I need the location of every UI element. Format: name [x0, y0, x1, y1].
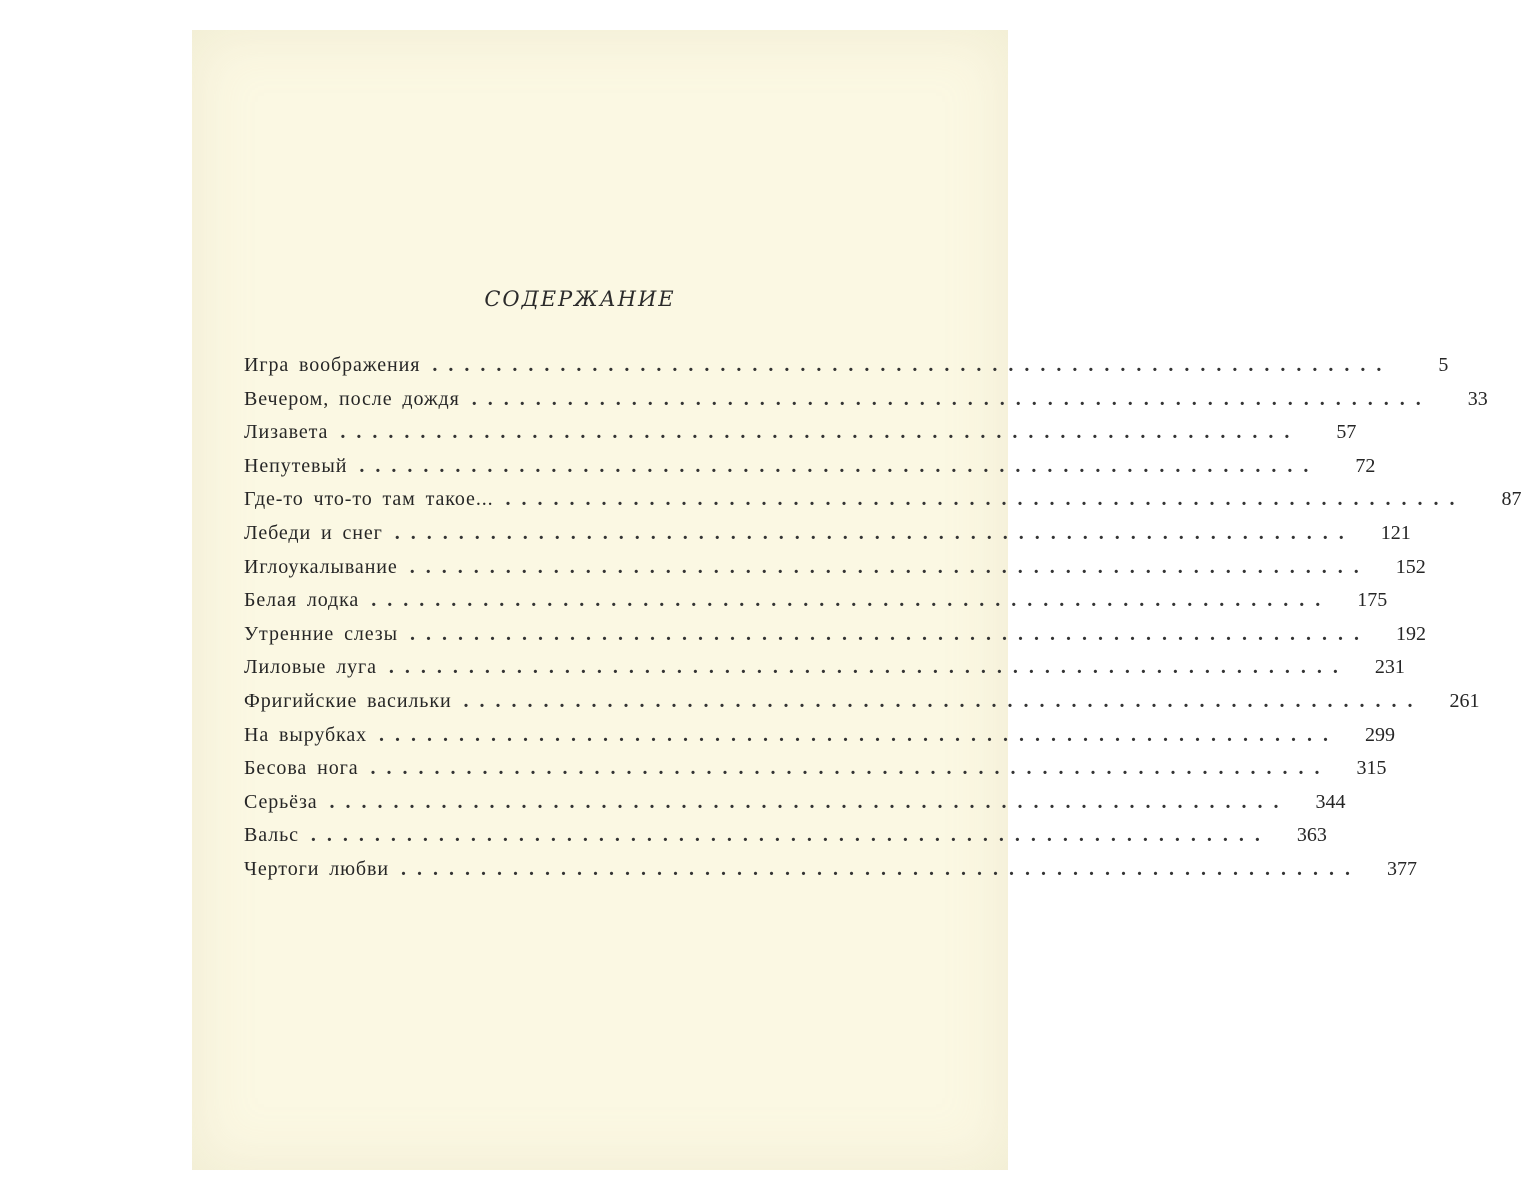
toc-leader-dots: ............................................................ — [471, 387, 1432, 410]
toc-leader-dots: ............................................................ — [329, 790, 1290, 813]
toc-entry-title: Бесова нога — [244, 757, 359, 780]
toc-row — [244, 857, 1417, 892]
toc-leader-dots: ............................................................ — [409, 555, 1370, 578]
toc-entry-title: Иглоукалывание — [244, 555, 398, 578]
toc-leader-dots: ............................................................ — [388, 656, 1349, 679]
toc-row — [244, 555, 1426, 590]
toc-entry-title: Где-то что-то там такое... — [244, 488, 494, 511]
toc-entry-title: Непутевый — [244, 454, 348, 477]
toc-leader-dots: ............................................................ — [340, 421, 1301, 444]
toc-leader-dots: ............................................................ — [379, 723, 1340, 746]
toc-page-number: 121 — [1380, 521, 1411, 544]
toc-page-number: 363 — [1296, 824, 1327, 847]
toc-entry-title: Лиловые луга — [244, 656, 377, 679]
toc-page-number: 57 — [1336, 421, 1357, 444]
toc-leader-dots: ............................................................ — [370, 757, 1331, 780]
toc-entry-title: Вальс — [244, 824, 299, 847]
toc-page-number: 299 — [1365, 723, 1396, 746]
toc-entry-title: Игра воображения — [244, 354, 421, 376]
toc-page-number: 192 — [1395, 622, 1426, 645]
toc-page-number: 261 — [1449, 689, 1480, 712]
toc-leader-dots: ............................................................ — [505, 488, 1466, 511]
book-page — [192, 30, 1522, 1170]
toc-row — [244, 689, 1480, 724]
toc-list — [244, 354, 1522, 892]
toc-leader-dots: ............................................................ — [432, 354, 1393, 376]
toc-entry-title: Лизавета — [244, 421, 329, 444]
toc-page-number: 231 — [1374, 656, 1405, 679]
toc-row — [244, 656, 1405, 690]
toc-entry-title: Белая лодка — [244, 589, 360, 612]
toc-row — [244, 757, 1387, 791]
toc-page-number: 33 — [1467, 387, 1488, 410]
toc-page-number: 87 — [1501, 488, 1522, 511]
toc-row — [244, 421, 1357, 455]
toc-entry-title: Лебеди и снег — [244, 521, 383, 544]
toc-row — [244, 589, 1388, 623]
toc-leader-dots: ............................................................ — [310, 824, 1271, 847]
toc-page-number: 377 — [1386, 857, 1417, 880]
toc-leader-dots: ............................................................ — [371, 589, 1332, 612]
toc-row — [244, 622, 1426, 657]
toc-row — [244, 387, 1488, 422]
toc-leader-dots: ............................................................ — [394, 521, 1355, 544]
toc-row — [244, 723, 1396, 758]
toc-entry-title: На вырубках — [244, 723, 368, 746]
toc-page-number: 344 — [1315, 790, 1346, 813]
page-title: СОДЕРЖАНИЕ — [484, 287, 676, 311]
toc-row — [244, 354, 1449, 388]
toc-row — [244, 488, 1522, 522]
toc-entry-title: Фригийские васильки — [244, 689, 452, 712]
toc-entry-title: Серьёза — [244, 790, 318, 813]
toc-page-number: 315 — [1356, 757, 1387, 780]
toc-row — [244, 454, 1376, 489]
toc-entry-title: Утренние слезы — [244, 622, 398, 645]
toc-entry-title: Чертоги любви — [244, 857, 389, 880]
toc-row — [244, 790, 1346, 825]
toc-leader-dots: ............................................................ — [400, 857, 1361, 880]
toc-page-number: 175 — [1357, 589, 1388, 612]
toc-page-number: 72 — [1355, 454, 1376, 477]
toc-leader-dots: ............................................................ — [359, 454, 1320, 477]
toc-leader-dots: ............................................................ — [409, 622, 1370, 645]
toc-page-number: 152 — [1395, 555, 1426, 578]
toc-row — [244, 521, 1411, 556]
toc-row — [244, 824, 1327, 858]
toc-page-number: 5 — [1438, 354, 1449, 376]
toc-leader-dots: ............................................................ — [463, 689, 1424, 712]
toc-entry-title: Вечером, после дождя — [244, 387, 460, 410]
